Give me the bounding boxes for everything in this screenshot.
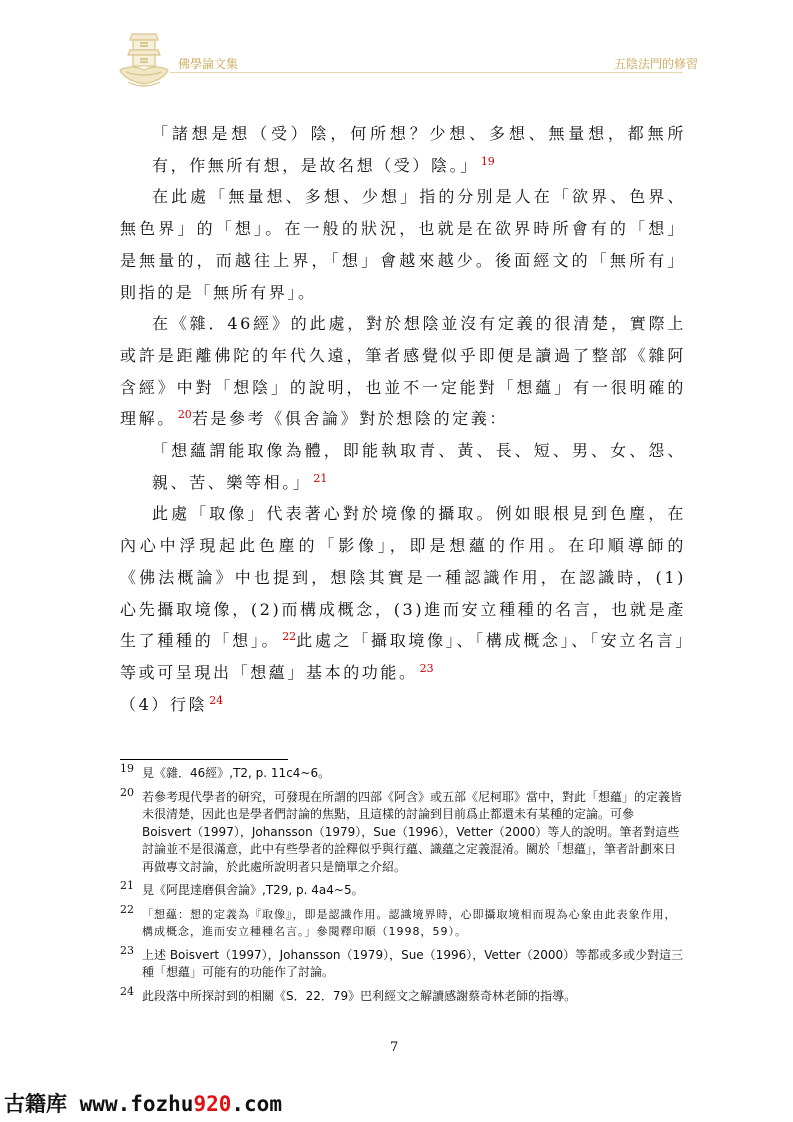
page-number: 7 xyxy=(390,1040,399,1055)
site-watermark: 古籍库 www.fozhu920.com xyxy=(4,1092,282,1116)
paragraph-5: 此處「取像」代表著心對於境像的攝取。例如眼根見到色塵，在內心中浮現起此色塵的「影像」，即是想蘊的作用。在印順導師的《佛法概論》中也提到，想陰其實是一種認識作用，在認識時，(1)心先攝取境像，(2)而構成概念，(3)進而安立種種的名言，也就是產生了種種的「想」。 $^{22}$此處之「攝取境像」、「構成概念」、「安立名言」等或可呈現出「想蘊」基本的功能。 $^{23}$ xyxy=(120,504,686,682)
footnote-ref-24[interactable]: 24 xyxy=(209,693,224,707)
footnote-ref-21[interactable]: 21 xyxy=(313,471,328,485)
footnotes xyxy=(120,762,686,1011)
running-header-right: 五陰法門的修習 xyxy=(614,57,699,71)
footnote-rule xyxy=(120,759,288,760)
footnote-19: 19 見《雜．46經》,T2, p. 11c4~6。 xyxy=(120,762,331,780)
footnote-ref-23[interactable]: 23 xyxy=(419,661,434,675)
running-header-left: 佛學論文集 xyxy=(178,57,239,71)
lotus-pagoda-logo-icon xyxy=(118,30,170,92)
footnote-ref-20[interactable]: 20 xyxy=(177,408,192,422)
footnote-24: 24 此段落中所探討到的相關《S．22．79》巴利經文之解讀感謝蔡奇林老師的指導。 xyxy=(120,984,577,1003)
section-heading-xingyin: （4）行陰 $^{24}$ xyxy=(120,693,224,714)
paragraph-3: 在《雜．46經》的此處，對於想陰並沒有定義的很清楚，實際上或許是距離佛陀的年代久遠，筆者感覺似乎即便是讀過了整部《雜阿含經》中對「想陰」的說明，也並不一定能對「想蘊」有一很明確的理解。 $^{20}$若是參考《俱舍論》對於想陰的定義： xyxy=(120,314,686,429)
footnote-ref-19[interactable]: 19 xyxy=(480,154,495,168)
footnote-21: 21 見《阿毘達磨俱舍論》,T29, p. 4a4~5。 xyxy=(120,879,364,897)
paragraph-2: 在此處「無量想、多想、少想」指的分別是人在「欲界、色界、無色界」的「想」。在一般的狀況，也就是在欲界時所會有的「想」是無量的，而越往上界，「想」會越來越少。後面經文的「無所有」則指的是「無所有界」。 xyxy=(120,187,686,302)
footnote-20: 20 若參考現代學者的研究，可發現在所謂的四部《阿含》或五部《尼柯耶》當中，對此「想蘊」的定義皆未很清楚，因此也是學者們討論的焦點，且這樣的討論到目前爲止都還未有某種的定論。可參 Boisvert（1997），Johansson（1979），Sue（1996），Vetter（2000）等人的說明。筆者對這些討論並不是很滿意，此中有些學者的詮釋似乎與行蘊、識蘊之定義混淆。關於「想蘊」，筆者計劃來日再做專文討論，於此處所說明者只是簡單之介紹。 xyxy=(120,785,683,874)
footnote-ref-22[interactable]: 22 xyxy=(282,630,297,644)
quote-paragraph-4: 「想蘊謂能取像為體，即能執取青、黃、長、短、男、女、怨、親、苦、樂等相。」 $^{21}$ xyxy=(152,441,686,492)
footnote-22: 22 「想蘊：想的定義為『取像』，即是認識作用。認識境界時，心即攝取境相而現為心象由此表象作用，構成概念，進而安立種種名言。」參閱釋印順（1998，59）。 xyxy=(120,902,677,938)
quote-paragraph-1: 「諸想是想（受）陰，何所想？少想、多想、無量想，都無所有，作無所有想，是故名想（受）陰。」 $^{19}$ xyxy=(152,124,686,175)
footnote-23: 23 上述 Boisvert（1997），Johansson（1979），Sue（1996），Vetter（2000）等都或多或少對這三種「想蘊」可能有的功能作了討論。 xyxy=(120,943,684,979)
main-text xyxy=(120,118,686,720)
header-rule xyxy=(170,72,683,73)
